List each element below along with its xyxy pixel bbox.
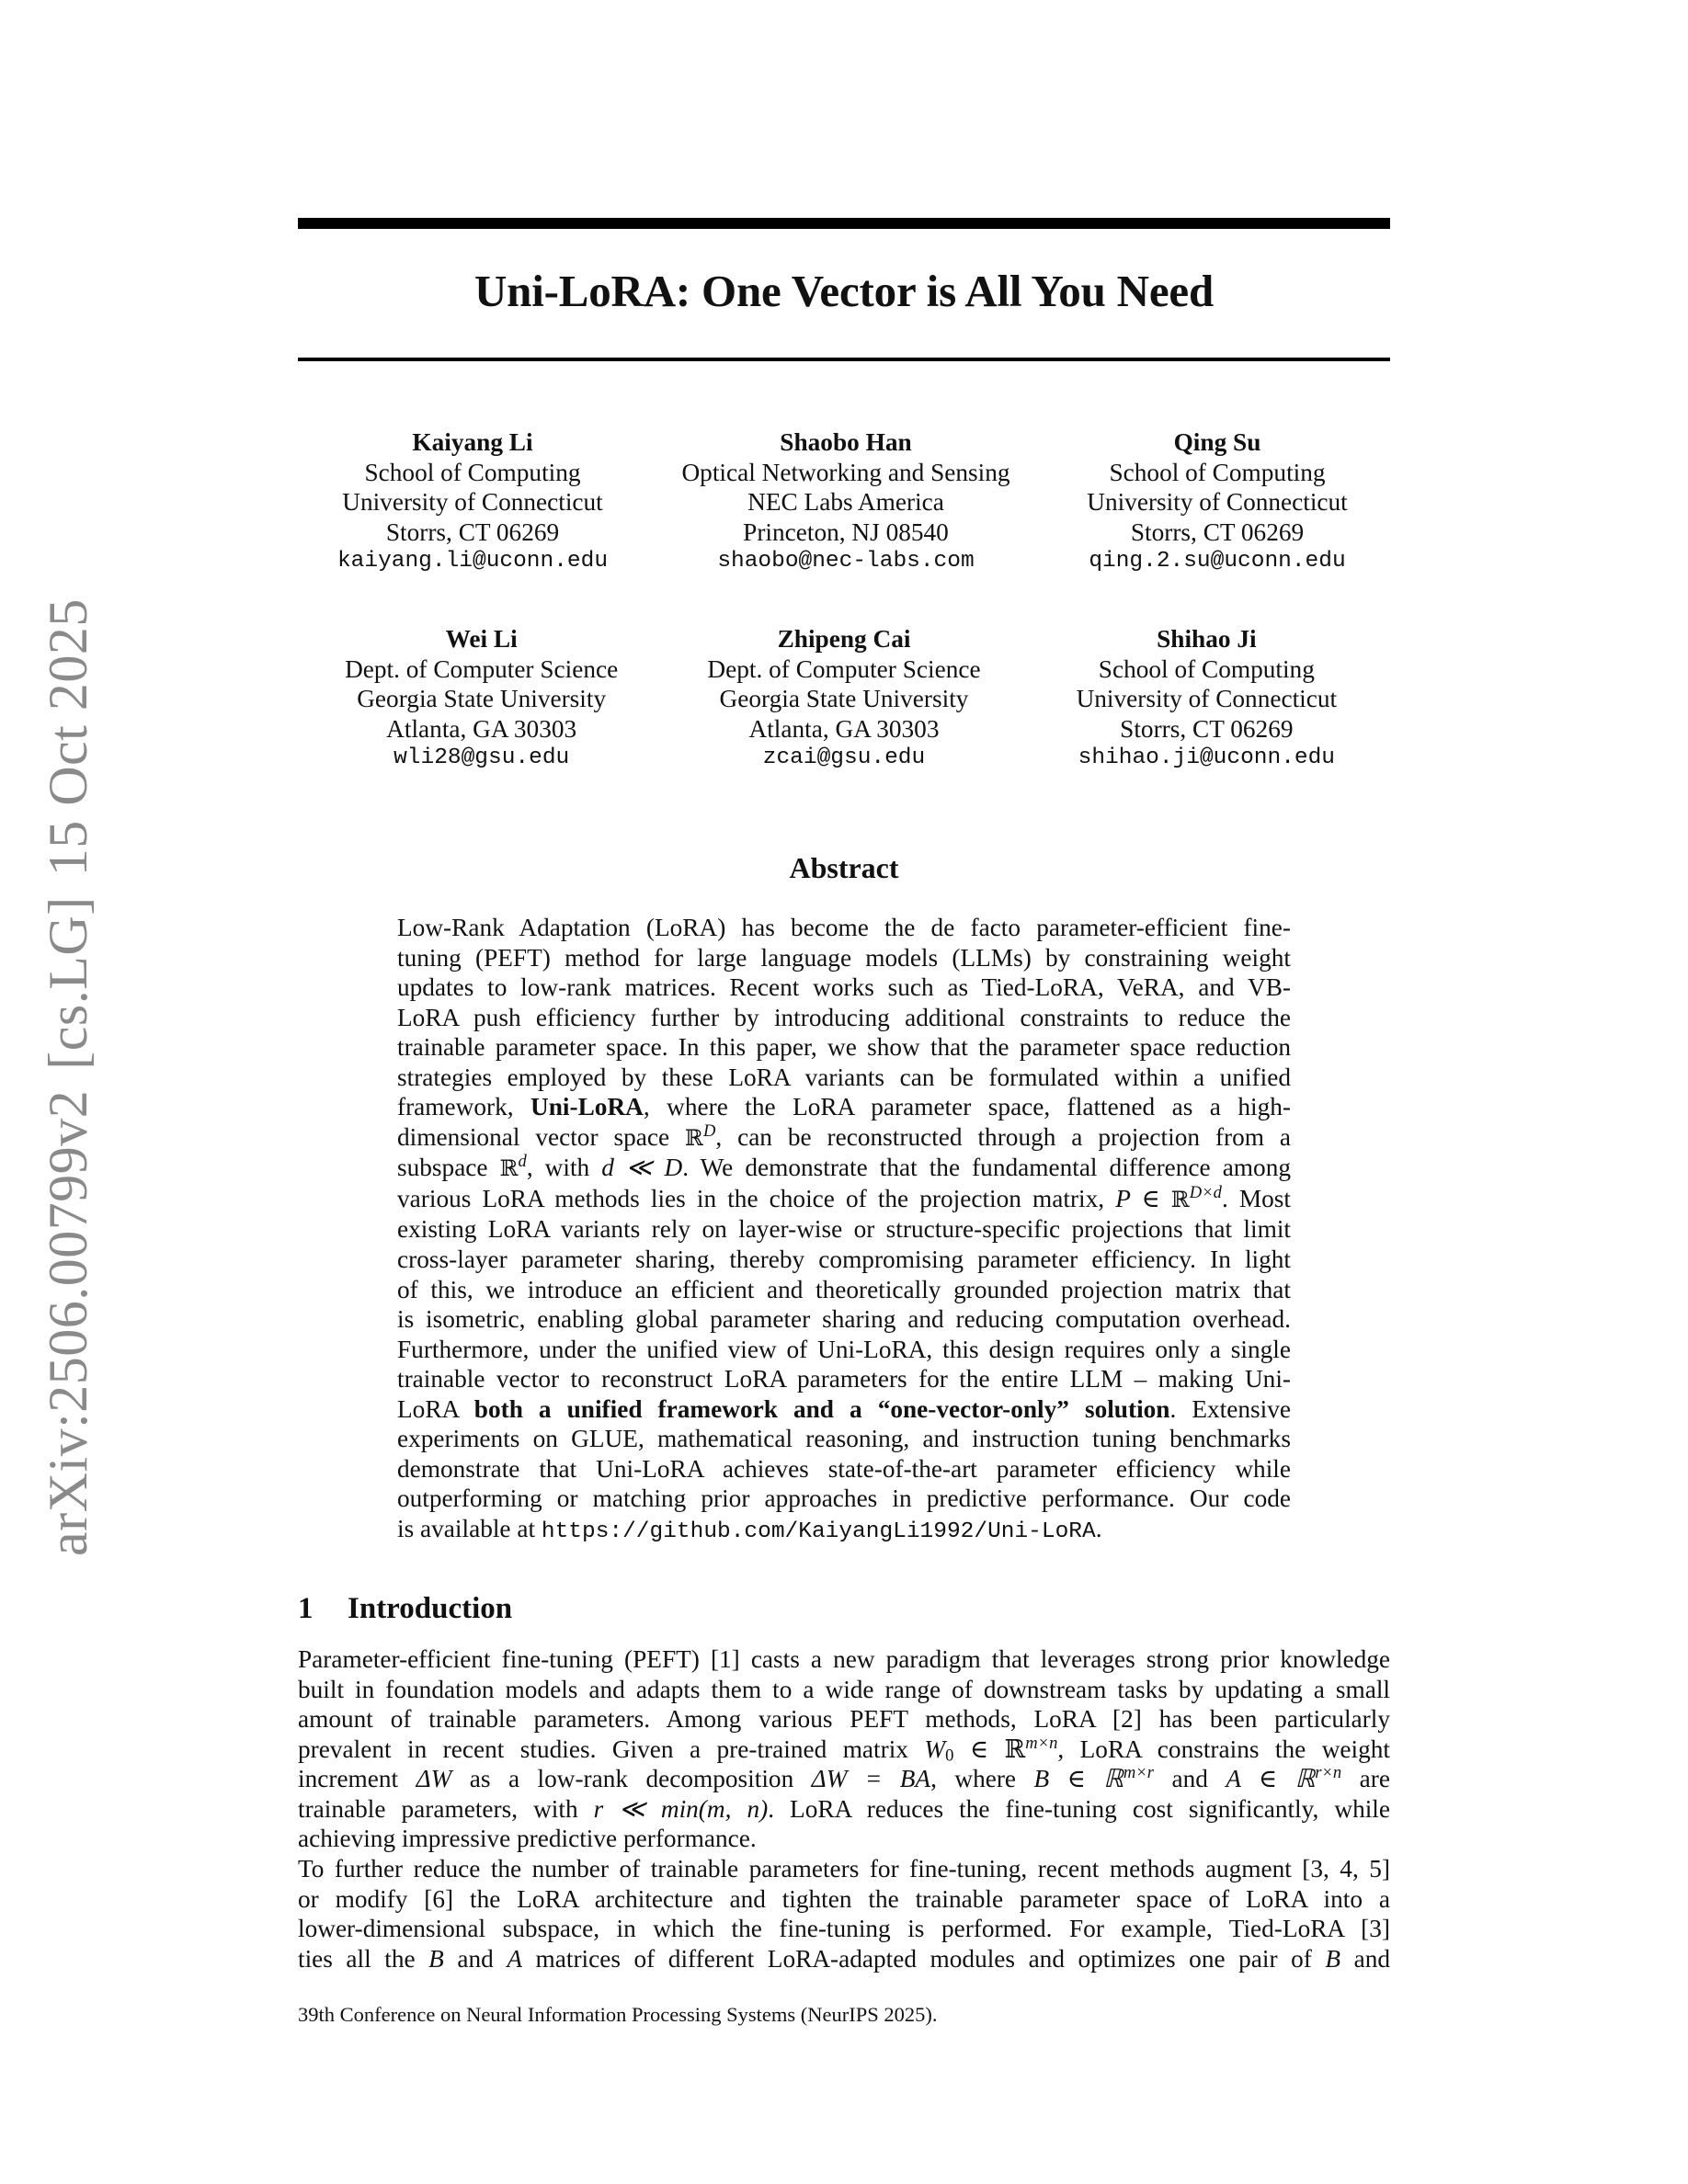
math-B: B (428, 1944, 444, 1973)
text-run: and (443, 1944, 508, 1973)
uni-lora-emphasis: Uni-LoRA (530, 1093, 644, 1121)
author-name: Shaobo Han (780, 428, 912, 456)
math-sup-d: d (518, 1152, 527, 1172)
author-email[interactable]: wli28@gsu.edu (393, 745, 570, 770)
author-address: Atlanta, GA 30303 (748, 714, 940, 743)
text-run: , with (526, 1154, 602, 1182)
text-run: increment (298, 1765, 416, 1793)
author-affiliation: University of Connecticut (1076, 685, 1338, 712)
author-email[interactable]: shaobo@nec-labs.com (717, 549, 975, 574)
author-block (665, 624, 1022, 774)
body-line: built in foundation models and adapts them to a wide range of downstream tasks by updating a small (298, 1675, 1390, 1703)
author-name: Zhipeng Cai (777, 625, 911, 653)
author-address: Storrs, CT 06269 (1120, 714, 1294, 743)
text-run: is available at (397, 1514, 542, 1542)
text-run: , where the LoRA parameter space, flattened as a high- (643, 1093, 1291, 1121)
author-block (653, 427, 1039, 577)
text-run: , LoRA constrains the weight (1057, 1735, 1390, 1763)
math-R: ℝ (499, 1155, 519, 1182)
venue-footnote: 39th Conference on Neural Information Processing Systems (NeurIPS 2025). (298, 2003, 938, 2026)
text-run: framework, (397, 1093, 531, 1121)
math-r-ll-min: r ≪ min(m, n) (593, 1794, 769, 1823)
body-line: To further reduce the number of trainable parameters for fine-tuning, recent methods augment [3, 4, 5] (298, 1855, 1390, 1883)
author-address: Princeton, NJ 08540 (743, 518, 949, 546)
key-claim-emphasis: both a unified framework and a “one-vector-only” solution (473, 1394, 1170, 1423)
author-name: Wei Li (445, 625, 518, 653)
author-email[interactable]: qing.2.su@uconn.edu (1089, 549, 1346, 574)
body-line: amount of trainable parameters. Among various PEFT methods, LoRA [2] has been particularly (298, 1705, 1390, 1734)
abstract-line: trainable parameter space. In this paper, we show that the parameter space reduction (397, 1033, 1291, 1062)
body-line (298, 1735, 1390, 1765)
abstract-line: of this, we introduce an efficient and theoretically grounded projection matrix that (397, 1275, 1291, 1303)
intro-paragraph-1 (298, 1644, 1390, 1854)
abstract-line: cross-layer parameter sharing, thereby compromising parameter efficiency. In light (397, 1246, 1291, 1274)
author-affiliation: Optical Networking and Sensing (681, 458, 1010, 486)
body-line (298, 1944, 1390, 1974)
abstract-line (397, 1153, 1291, 1184)
math-sub-0: 0 (945, 1746, 954, 1766)
text-run: are (1341, 1765, 1390, 1793)
arxiv-id: arXiv:2506.00799v2 (38, 1089, 98, 1556)
arxiv-category: [cs.LG] (38, 896, 98, 1070)
author-affiliation: Dept. of Computer Science (707, 654, 981, 683)
body-line: achieving impressive predictive performance. (298, 1825, 757, 1853)
math-A-in-R: A ∈ ℝ (1226, 1765, 1316, 1793)
text-run: as a low-rank decomposition (451, 1765, 812, 1793)
text-run: trainable parameters, with (298, 1794, 594, 1823)
math-R: ℝ (1170, 1186, 1190, 1212)
math-delta-W: ΔW (416, 1765, 452, 1793)
author-affiliation: NEC Labs America (747, 488, 944, 516)
abstract-line: demonstrate that Uni-LoRA achieves state-of-the-art parameter efficiency while (397, 1454, 1291, 1483)
body-line: or modify [6] the LoRA architecture and tighten the trainable parameter space of LoRA into a (298, 1884, 1390, 1913)
math-R: ℝ (684, 1124, 703, 1151)
text-run: matrices of different LoRA-adapted modules and optimizes one pair of (522, 1944, 1326, 1973)
abstract-line (397, 1092, 1291, 1122)
text-run: , where (930, 1765, 1034, 1793)
math-W: W (924, 1735, 946, 1763)
text-run: . LoRA reduces the fine-tuning cost significantly, while (768, 1794, 1391, 1823)
text-run: dimensional vector space (397, 1122, 685, 1151)
code-repo-link[interactable]: https://github.com/KaiyangLi1992/Uni-LoRA (541, 1519, 1096, 1544)
author-email[interactable]: shihao.ji@uconn.edu (1078, 745, 1336, 770)
section-title: Introduction (348, 1592, 513, 1625)
abstract-line: updates to low-rank matrices. Recent works such as Tied-LoRA, VeRA, and VB- (397, 973, 1291, 1002)
math-sup-D: D (702, 1120, 716, 1141)
text-run: . (1095, 1514, 1102, 1542)
abstract-line: is isometric, enabling global parameter sharing and reducing computation overhead. (397, 1305, 1291, 1334)
text-run: . Most (1221, 1184, 1291, 1212)
math-sup-rxn: r×n (1315, 1762, 1342, 1782)
author-address: Atlanta, GA 30303 (386, 714, 577, 743)
math-A: A (507, 1944, 522, 1973)
abstract-heading: Abstract (789, 851, 899, 884)
author-affiliation: School of Computing (1109, 458, 1326, 486)
text-run: . We demonstrate that the fundamental difference among (682, 1154, 1291, 1182)
author-block (1044, 427, 1390, 577)
author-affiliation: Georgia State University (719, 685, 969, 712)
abstract-line (397, 1514, 1291, 1548)
author-email[interactable]: zcai@gsu.edu (762, 745, 926, 770)
abstract-line: trainable vector to reconstruct LoRA parameters for the entire LLM – making Uni- (397, 1365, 1291, 1393)
author-affiliation: University of Connecticut (342, 488, 603, 516)
abstract-line: outperforming or matching prior approaches in predictive performance. Our code (397, 1484, 1291, 1513)
text-run: prevalent in recent studies. Given a pre-trained matrix (298, 1735, 925, 1763)
math-d-ll-D: d ≪ D (601, 1154, 683, 1182)
math-B-in-R: B ∈ ℝ (1033, 1765, 1123, 1793)
author-row-2 (298, 624, 1390, 774)
abstract-line: existing LoRA variants rely on layer-wise or structure-specific projections that limit (397, 1215, 1291, 1244)
body-line: Parameter-efficient fine-tuning (PEFT) [1] casts a new paradigm that leverages strong prior knowledge (298, 1645, 1390, 1673)
author-affiliation: University of Connecticut (1087, 488, 1348, 516)
author-address: Storrs, CT 06269 (1130, 518, 1305, 546)
text-run: various LoRA methods lies in the choice of the projection matrix, (397, 1184, 1116, 1212)
abstract-line (397, 1122, 1291, 1154)
abstract-line (397, 1184, 1291, 1215)
math-sup-mxn: m×n (1025, 1733, 1058, 1753)
abstract-line: LoRA push efficiency further by introducing additional constraints to reduce the (397, 1003, 1291, 1031)
author-affiliation: School of Computing (364, 458, 581, 486)
abstract-line: Furthermore, under the unified view of Uni-LoRA, this design requires only a single (397, 1335, 1291, 1363)
section-number: 1 (298, 1592, 314, 1625)
author-block (1023, 624, 1390, 774)
text-run: and (1154, 1765, 1226, 1793)
text-run: , can be reconstructed through a projection from a (715, 1122, 1291, 1151)
math-B: B (1325, 1944, 1341, 1973)
author-affiliation: School of Computing (1098, 654, 1315, 683)
text-run: . Extensive (1169, 1394, 1291, 1423)
title-rule-bottom (298, 358, 1390, 361)
math-delta-W-eq-BA: ΔW = BA (811, 1765, 931, 1793)
body-line (298, 1764, 1390, 1794)
section-heading-introduction (298, 1590, 512, 1627)
author-email[interactable]: kaiyang.li@uconn.edu (336, 549, 609, 574)
author-address: Storrs, CT 06269 (385, 518, 560, 546)
math-in-R: ∈ ℝ (953, 1735, 1026, 1763)
paper-title: Uni-LoRA: One Vector is All You Need (473, 266, 1215, 316)
abstract-line: Low-Rank Adaptation (LoRA) has become the de facto parameter-efficient fine- (397, 914, 1291, 941)
author-affiliation: Dept. of Computer Science (345, 654, 619, 683)
author-row-1 (298, 427, 1390, 577)
body-line (298, 1794, 1390, 1825)
abstract-line: experiments on GLUE, mathematical reasoning, and instruction tuning benchmarks (397, 1425, 1291, 1453)
abstract-line: strategies employed by these LoRA variants can be formulated within a unified (397, 1063, 1291, 1091)
intro-paragraph-2 (298, 1854, 1390, 1974)
text-run: and (1340, 1944, 1390, 1973)
abstract-line (397, 1394, 1291, 1425)
text-run: ties all the (298, 1944, 429, 1973)
text-run: subspace (397, 1154, 500, 1182)
author-name: Shihao Ji (1157, 625, 1257, 653)
arxiv-date: 15 Oct 2025 (38, 598, 98, 877)
body-line: lower-dimensional subspace, in which the fine-tuning is performed. For example, Tied-LoRA [3] (298, 1915, 1390, 1943)
author-affiliation: Georgia State University (357, 685, 607, 712)
author-name: Qing Su (1173, 428, 1261, 456)
text-run: LoRA (397, 1394, 474, 1423)
abstract-body (397, 913, 1291, 1547)
abstract-line: tuning (PEFT) method for large language models (LLMs) by constraining weight (397, 943, 1291, 972)
author-block (298, 427, 647, 577)
title-rule-top (298, 218, 1390, 229)
author-block (298, 624, 665, 774)
math-sup-mxr: m×r (1123, 1762, 1155, 1782)
math-sup-Dxd: D×d (1189, 1182, 1222, 1202)
math-P-in: P ∈ (1115, 1184, 1171, 1212)
author-name: Kaiyang Li (412, 428, 533, 456)
arxiv-stamp (40, 598, 96, 1556)
